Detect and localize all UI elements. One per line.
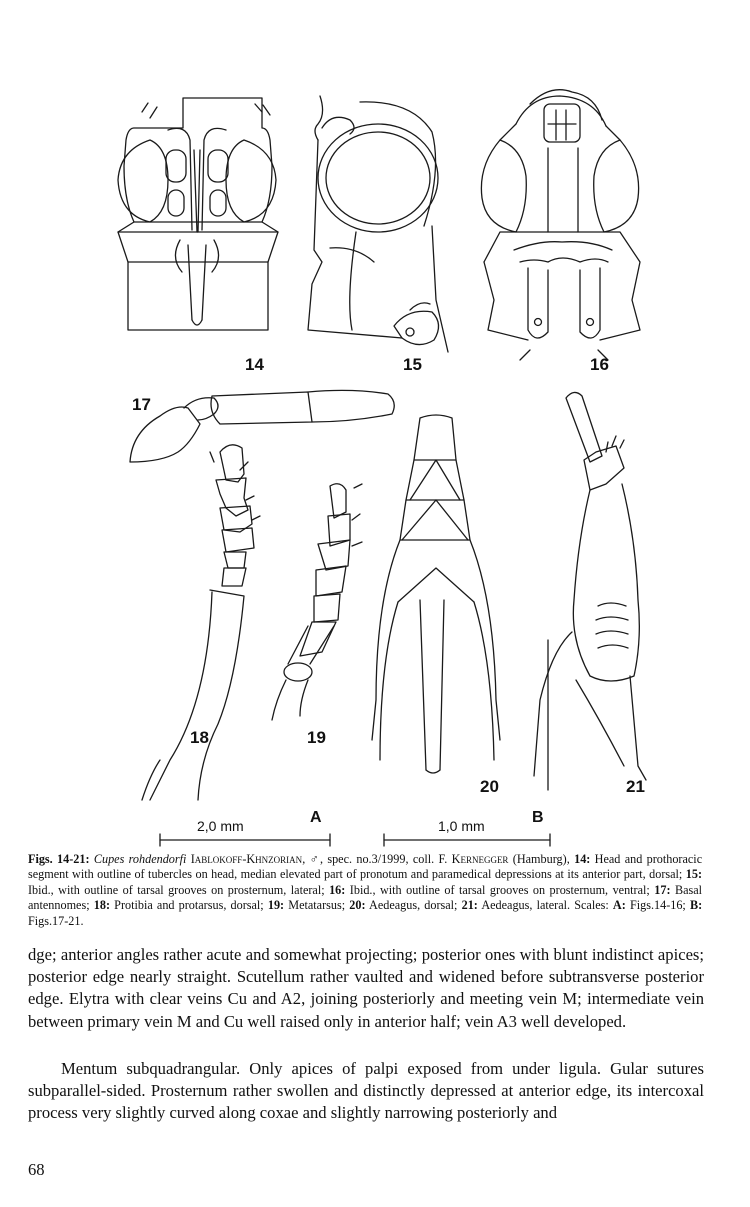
caption-item-17-num: 17: xyxy=(654,882,671,897)
caption-item-19-num: 19: xyxy=(267,898,285,913)
fig-14-drawing xyxy=(118,98,278,374)
fig-label-17: 17 xyxy=(132,395,151,414)
fig-label-16: 16 xyxy=(590,355,609,374)
scale-a-letter: A xyxy=(310,809,322,826)
caption-item-16-text: Ibid., with outline of tarsal grooves on prosternum, ventral; xyxy=(349,882,650,897)
fig-label-21: 21 xyxy=(626,777,645,796)
scale-b-letter: B xyxy=(532,809,544,826)
caption-item-15-num: 15: xyxy=(685,867,703,882)
caption-collector: Kernegger xyxy=(451,852,509,866)
caption-collector-loc: (Hamburg), xyxy=(512,852,570,866)
caption-sex-symbol: ♂ xyxy=(309,852,320,866)
figure-caption: Figs. 14-21: Cupes rohdendorfi Iablokoff-Khnzorian, ♂, spec. no.3/1999, coll. F. Kernegger (Hamburg), 14: Head and prothoracic segment with outline of tubercles on head, median elevated part of pronotum and paramedical depressions at its anterior part, dorsal; 15: Ibid., with outline of tarsal grooves on prosternum, lateral; 16: Ibid., with outline of tarsal grooves on prosternum, ventral; 17: Basal antennomes; 18: Protibia and protarsus, dorsal; 19: Metatarsus; 20: Aedeagus, dorsal; 21: Aedeagus, lateral. Scales: A: Figs.14-16; B: Figs.17-21. xyxy=(28,852,703,928)
caption-scale-a-label: A: xyxy=(612,898,626,913)
fig-15-drawing xyxy=(308,96,448,374)
caption-item-14-num: 14: xyxy=(574,852,591,866)
fig-20-drawing xyxy=(372,415,500,796)
fig-17-drawing xyxy=(130,390,394,462)
caption-item-18-text: Protibia and protarsus, dorsal; xyxy=(114,898,264,913)
fig-16-drawing xyxy=(481,90,640,374)
fig-label-14: 14 xyxy=(245,355,264,374)
caption-author: Iablokoff-Khnzorian xyxy=(190,852,303,866)
caption-scale-b-figs: Figs.17-21. xyxy=(28,913,84,928)
caption-item-19-text: Metatarsus; xyxy=(288,898,346,913)
scale-b-length: 1,0 mm xyxy=(438,818,485,834)
fig-label-18: 18 xyxy=(190,728,209,747)
caption-scale-a-figs: Figs.14-16; xyxy=(629,898,686,913)
caption-item-17-text: Basal antennomes; xyxy=(28,882,703,913)
caption-item-15-text: Ibid., with outline of tarsal grooves on prosternum, lateral; xyxy=(28,882,325,897)
caption-item-18-num: 18: xyxy=(93,898,111,913)
caption-item-20-text: Aedeagus, dorsal; xyxy=(369,898,458,913)
caption-item-21-num: 21: xyxy=(461,898,478,913)
scale-bar-b xyxy=(384,809,550,846)
scale-a-length: 2,0 mm xyxy=(197,818,244,834)
caption-scales-label: Scales: xyxy=(574,898,609,913)
caption-spec-text: , spec. no.3/1999, coll. F. xyxy=(319,852,448,866)
caption-scale-b-label: B: xyxy=(689,898,703,913)
fig-label-20: 20 xyxy=(480,777,499,796)
caption-item-20-num: 20: xyxy=(349,898,366,913)
caption-species: Cupes rohdendorfi xyxy=(93,852,187,866)
page-number: 68 xyxy=(28,1160,45,1179)
body-paragraph-2: Mentum subquadrangular. Only apices of palpi exposed from under ligula. Gular sutures subparallel-sided. Prosternum rather swollen and distinctly depressed at anterior edge, its intercoxal process very slightly curved along coxae and slightly narrowing posteriorly and xyxy=(28,1059,704,1123)
caption-item-21-text: Aedeagus, lateral. xyxy=(481,898,571,913)
fig-18-drawing xyxy=(142,445,260,800)
caption-item-14-text: Head and prothoracic segment with outline of tubercles on head, median elevated part of pronotum and paramedical depressions at its anterior part, dorsal; xyxy=(28,852,703,882)
fig-19-drawing xyxy=(272,484,362,747)
fig-21-drawing xyxy=(534,392,646,796)
caption-fig-label: Figs. 14-21: xyxy=(28,852,90,866)
scale-bar-a xyxy=(160,809,330,846)
body-paragraph-1: dge; anterior angles rather acute and somewhat projecting; posterior ones with blunt indistinct apices; posterior edge nearly straight. Scutellum rather vaulted and widened before subtransverse posterior edge. Elytra with clear veins Cu and A2, joining posteriorly and meeting vein M; intermediate vein between primary vein M and Cu well raised only in anterior half; vein A3 well developed. xyxy=(28,945,704,1031)
fig-label-19: 19 xyxy=(307,728,326,747)
fig-label-15: 15 xyxy=(403,355,422,374)
caption-item-16-num: 16: xyxy=(329,882,346,897)
